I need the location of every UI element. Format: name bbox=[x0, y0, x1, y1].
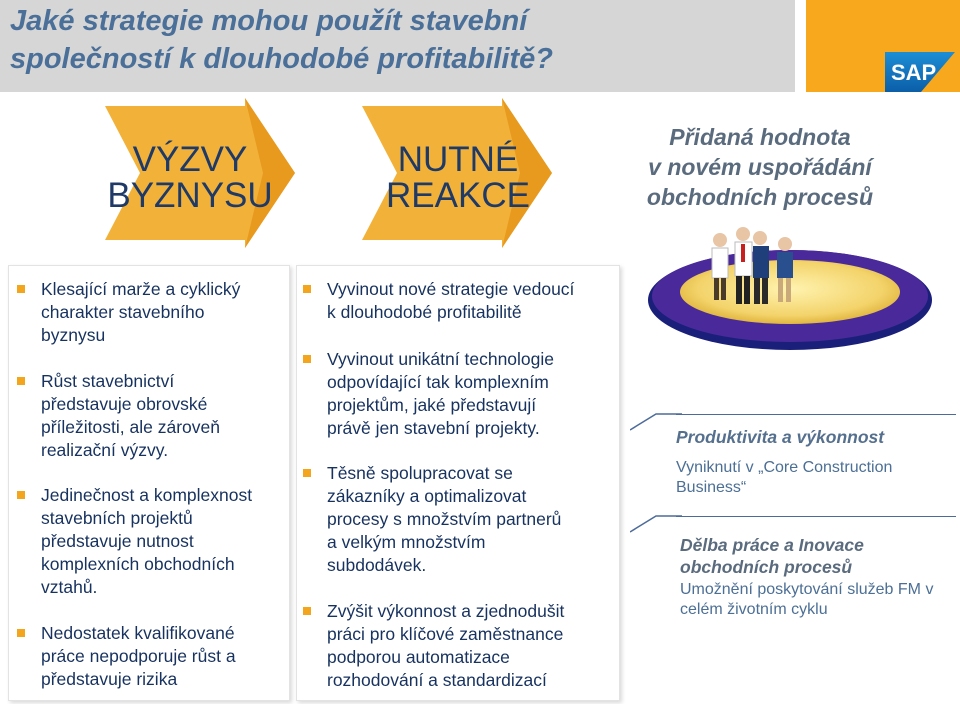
challenges-title-line-1: VÝZVY bbox=[132, 140, 248, 179]
reaction-4-line-3: podporou automatizace bbox=[327, 647, 510, 667]
reactions-title-line-1: NUTNÉ bbox=[397, 140, 519, 179]
reactions-box bbox=[296, 265, 620, 701]
value-title-line-3: obchodních procesů bbox=[646, 184, 874, 210]
reaction-3-line-5: subdodávek. bbox=[327, 555, 427, 575]
reaction-2-line-4: právě jen stavební projekty. bbox=[327, 418, 540, 438]
bullet-square-icon bbox=[303, 469, 311, 477]
value-title-line-2: v novém uspořádání bbox=[648, 154, 872, 180]
reaction-item bbox=[303, 462, 561, 577]
challenge-item bbox=[17, 278, 240, 347]
bullet-square-icon bbox=[303, 607, 311, 615]
productivity-text bbox=[676, 458, 956, 498]
bullet-square-icon bbox=[303, 355, 311, 363]
bullet-square-icon bbox=[303, 285, 311, 293]
challenge-item bbox=[17, 484, 252, 599]
reaction-4-line-4: rozhodování a standardizací bbox=[327, 670, 547, 690]
reactions-title bbox=[373, 142, 543, 214]
challenge-4-line-3: představuje rizika bbox=[41, 669, 178, 689]
bullet-square-icon bbox=[17, 377, 25, 385]
reaction-item bbox=[303, 278, 574, 324]
challenge-4-line-2: práce nepodporuje růst a bbox=[41, 646, 236, 666]
reaction-4-line-2: práci pro klíčové zaměstnance bbox=[327, 624, 564, 644]
division-heading-line-1: Dělba práce a Inovace bbox=[680, 535, 864, 555]
reaction-3-line-2: zákazníky a optimalizovat bbox=[327, 486, 527, 506]
bullet-square-icon bbox=[17, 491, 25, 499]
value-title bbox=[600, 122, 920, 212]
productivity-connector bbox=[630, 412, 682, 432]
challenge-1-line-1: Klesající marže a cyklický bbox=[41, 279, 241, 299]
challenge-item bbox=[17, 622, 236, 691]
title-line-2: společností k dlouhodobé profitabilitě? bbox=[10, 43, 553, 75]
productivity-divider bbox=[676, 414, 956, 415]
challenge-1-line-3: byznysu bbox=[41, 325, 106, 345]
challenge-item bbox=[17, 370, 220, 462]
challenge-4-line-1: Nedostatek kvalifikované bbox=[41, 623, 235, 643]
challenge-2-line-4: realizační výzvy. bbox=[41, 440, 169, 460]
value-title-line-1: Přidaná hodnota bbox=[669, 124, 851, 150]
division-text-line-2: celém životním cyklu bbox=[680, 601, 828, 618]
division-heading bbox=[680, 534, 960, 578]
challenge-1-line-2: charakter stavebního bbox=[41, 302, 205, 322]
division-connector bbox=[630, 514, 682, 534]
reaction-1-line-2: k dlouhodobé profitabilitě bbox=[327, 302, 522, 322]
challenge-2-line-1: Růst stavebnictví bbox=[41, 371, 175, 391]
division-text-line-1: Umožnění poskytování služeb FM v bbox=[680, 581, 934, 598]
division-divider bbox=[676, 516, 956, 517]
sap-logo bbox=[885, 52, 955, 92]
challenge-3-line-4: komplexních obchodních bbox=[41, 554, 235, 574]
reaction-item bbox=[303, 348, 554, 440]
division-text bbox=[680, 580, 960, 620]
reaction-2-line-1: Vyvinout unikátní technologie bbox=[327, 349, 555, 369]
challenges-title bbox=[105, 142, 275, 214]
title-line-1: Jaké strategie mohou použít stavební bbox=[10, 5, 528, 37]
productivity-heading: Produktivita a výkonnost bbox=[676, 427, 885, 447]
bullet-square-icon bbox=[17, 285, 25, 293]
sap-logo-text: SAP bbox=[891, 60, 937, 85]
productivity-text-line-1: Vyniknutí v „Core Construction bbox=[676, 459, 893, 476]
bullet-square-icon bbox=[17, 629, 25, 637]
reaction-4-line-1: Zvýšit výkonnost a zjednodušit bbox=[327, 601, 565, 621]
division-heading-line-2: obchodních procesů bbox=[680, 557, 853, 577]
challenge-2-line-2: představuje obrovské bbox=[41, 394, 208, 414]
challenge-3-line-3: představuje nutnost bbox=[41, 531, 194, 551]
challenge-3-line-5: vztahů. bbox=[41, 577, 98, 597]
reaction-3-line-3: procesy s množstvím partnerů bbox=[327, 509, 562, 529]
reaction-1-line-1: Vyvinout nové strategie vedoucí bbox=[327, 279, 575, 299]
reaction-2-line-3: projektům, jaké představují bbox=[327, 395, 537, 415]
page-title bbox=[10, 2, 790, 78]
reactions-title-line-2: REAKCE bbox=[386, 176, 530, 215]
reaction-item bbox=[303, 600, 564, 692]
challenges-title-line-2: BYZNYSU bbox=[107, 176, 273, 215]
productivity-text-line-2: Business“ bbox=[676, 479, 747, 496]
reaction-3-line-4: a velkým množstvím bbox=[327, 532, 486, 552]
challenge-3-line-2: stavebních projektů bbox=[41, 508, 193, 528]
team-illustration bbox=[640, 208, 950, 358]
challenge-3-line-1: Jedinečnost a komplexnost bbox=[41, 485, 253, 505]
reaction-3-line-1: Těsně spolupracovat se bbox=[327, 463, 513, 483]
challenge-2-line-3: příležitosti, ale zároveň bbox=[41, 417, 220, 437]
challenges-box bbox=[8, 265, 290, 701]
reaction-2-line-2: odpovídající tak komplexním bbox=[327, 372, 549, 392]
